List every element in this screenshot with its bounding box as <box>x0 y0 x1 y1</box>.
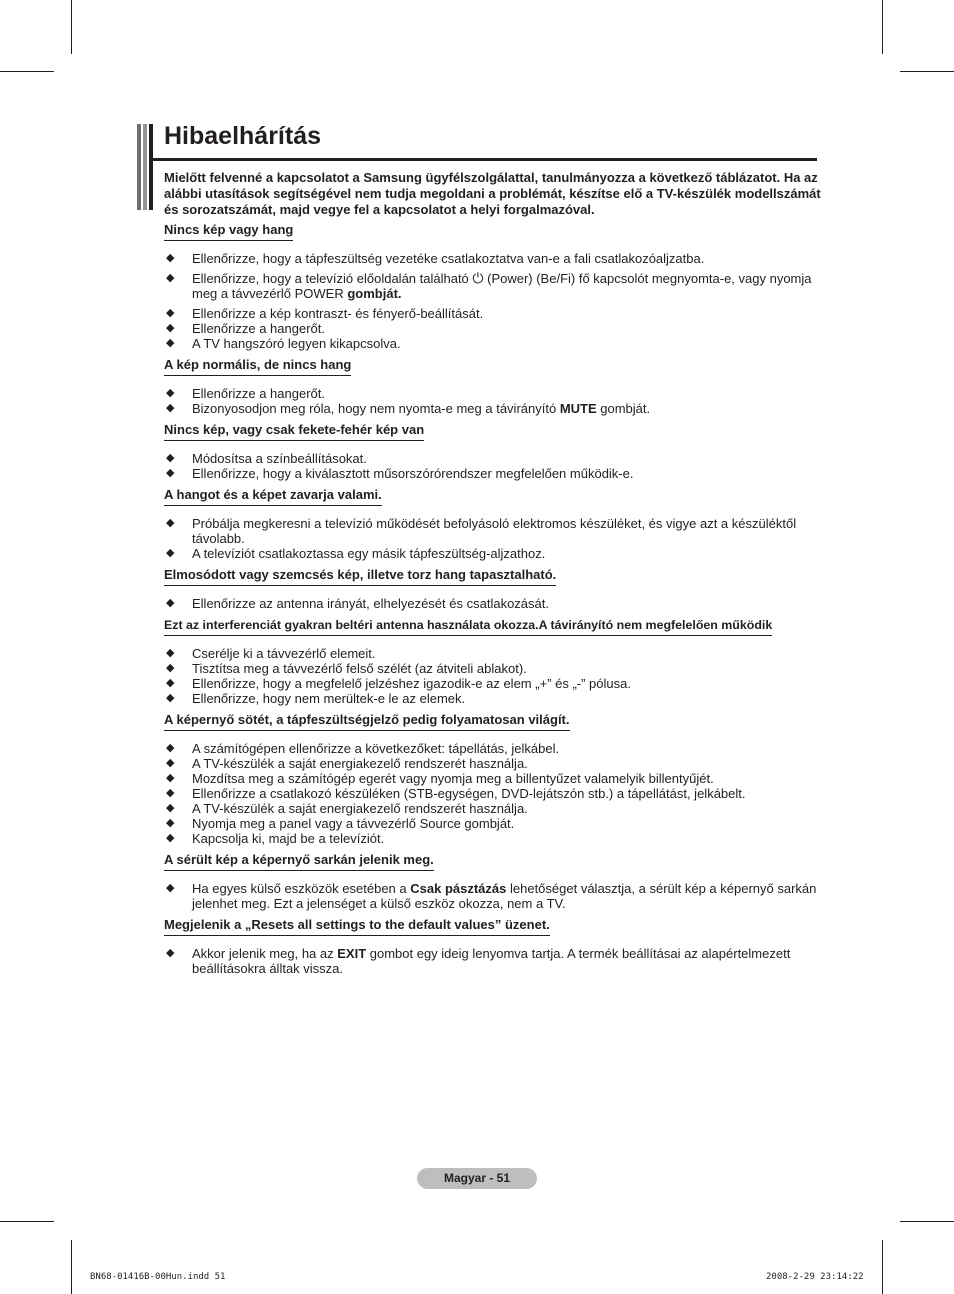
list-item-text: Ellenőrizze, hogy a tápfeszültség vezetéke csatlakoztatva van-e a fali csatlakozóaljzatba. <box>192 251 705 266</box>
bullet-list <box>164 596 824 611</box>
list-item <box>164 691 824 706</box>
section-heading: A kép normális, de nincs hang <box>164 357 351 376</box>
list-item <box>164 881 824 911</box>
title-rule <box>153 158 817 161</box>
diamond-bullet-icon: ◆ <box>166 742 175 754</box>
diamond-bullet-icon: ◆ <box>166 787 175 799</box>
list-item-emphasis: MUTE <box>559 401 597 416</box>
diamond-bullet-icon: ◆ <box>166 272 175 284</box>
list-item <box>164 816 824 831</box>
list-item-text: Próbálja megkeresni a televízió működését befolyásoló elektromos készüléket, és vigye azt a készüléktől távolabb. <box>192 516 797 546</box>
diamond-bullet-icon: ◆ <box>166 452 175 464</box>
list-item-text: A TV-készülék a saját energiakezelő rendszerét használja. <box>192 801 528 816</box>
troubleshooting-section <box>164 422 824 481</box>
list-item <box>164 831 824 846</box>
section-heading: A sérült kép a képernyő sarkán jelenik meg. <box>164 852 434 871</box>
list-item <box>164 451 824 466</box>
crop-mark <box>0 1221 54 1222</box>
list-item-emphasis: gombját. <box>343 286 402 301</box>
list-item <box>164 336 824 351</box>
list-item-text: Bizonyosodjon meg róla, hogy nem nyomta-e meg a távirányító <box>192 401 560 416</box>
list-item-text: POWER <box>294 286 344 301</box>
diamond-bullet-icon: ◆ <box>166 597 175 609</box>
section-heading: A képernyő sötét, a tápfeszültségjelző pedig folyamatosan világít. <box>164 712 570 731</box>
diamond-bullet-icon: ◆ <box>166 677 175 689</box>
list-item-text: Cserélje ki a távvezérlő elemeit. <box>192 646 376 661</box>
diamond-bullet-icon: ◆ <box>166 402 175 414</box>
list-item-text: gombot egy ideig lenyomva tartja. A termék beállításai az alapértelmezett beállításokra álltak vissza. <box>192 946 791 976</box>
list-item-text: Ellenőrizze a hangerőt. <box>192 321 325 336</box>
crop-mark <box>71 1240 72 1294</box>
list-item-emphasis: EXIT <box>337 946 367 961</box>
list-item-text: A televíziót csatlakoztassa egy másik tápfeszültség-aljzathoz. <box>192 546 546 561</box>
list-item-text: Ellenőrizze a kép kontraszt- és fényerő-beállítását. <box>192 306 484 321</box>
list-item <box>164 771 824 786</box>
troubleshooting-section <box>164 617 824 706</box>
list-item <box>164 516 824 546</box>
crop-mark <box>882 1240 883 1294</box>
diamond-bullet-icon: ◆ <box>166 692 175 704</box>
diamond-bullet-icon: ◆ <box>166 662 175 674</box>
title-decoration-bars <box>137 124 153 210</box>
list-item <box>164 801 824 816</box>
list-item-text: Nyomja meg a panel vagy a távvezérlő Source gombját. <box>192 816 515 831</box>
page-number-badge: Magyar - 51 <box>417 1168 537 1189</box>
section-heading: Megjelenik a „Resets all settings to the default values” üzenet. <box>164 917 550 936</box>
list-item-text: Ellenőrizze az antenna irányát, elhelyezését és csatlakozását. <box>192 596 549 611</box>
list-item-text: lehetőséget választja, a sérült kép a képernyő sarkán jelenhet meg. Ezt a jelenséget a külső eszköz okozza, nem a TV. <box>192 881 817 911</box>
list-item <box>164 661 824 676</box>
list-item <box>164 386 824 401</box>
bullet-list <box>164 646 824 706</box>
diamond-bullet-icon: ◆ <box>166 307 175 319</box>
crop-mark <box>900 71 954 72</box>
list-item <box>164 251 824 266</box>
list-item-emphasis: Csak pásztázás <box>410 881 507 896</box>
troubleshooting-content <box>164 222 824 982</box>
diamond-bullet-icon: ◆ <box>166 252 175 264</box>
list-item-text: Ellenőrizze a hangerőt. <box>192 386 325 401</box>
list-item <box>164 596 824 611</box>
footer-date-info: 2008-2-29 23:14:22 <box>766 1272 864 1282</box>
troubleshooting-section <box>164 222 824 351</box>
list-item <box>164 756 824 771</box>
bullet-list <box>164 881 824 911</box>
list-item-text: Ellenőrizze, hogy a televízió előoldalán található <box>192 271 473 286</box>
list-item <box>164 946 824 976</box>
crop-mark <box>71 0 72 54</box>
list-item-text: Tisztítsa meg a távvezérlő felső szélét (az átviteli ablakot). <box>192 661 527 676</box>
bullet-list <box>164 741 824 846</box>
list-item <box>164 306 824 321</box>
troubleshooting-section <box>164 567 824 611</box>
list-item <box>164 321 824 336</box>
diamond-bullet-icon: ◆ <box>166 802 175 814</box>
power-icon: ⏻ <box>472 270 484 286</box>
troubleshooting-section <box>164 852 824 911</box>
bullet-list <box>164 251 824 351</box>
diamond-bullet-icon: ◆ <box>166 832 175 844</box>
list-item-text: A TV hangszóró legyen kikapcsolva. <box>192 336 401 351</box>
list-item-text: Ha egyes külső eszközök esetében a <box>192 881 411 896</box>
troubleshooting-section <box>164 487 824 561</box>
section-heading: Nincs kép vagy hang <box>164 222 293 241</box>
list-item-text: Kapcsolja ki, majd be a televíziót. <box>192 831 385 846</box>
list-item <box>164 546 824 561</box>
list-item <box>164 466 824 481</box>
list-item-text: A TV-készülék a saját energiakezelő rendszerét használja. <box>192 756 528 771</box>
list-item <box>164 401 824 416</box>
list-item-text: A számítógépen ellenőrizze a következőket: tápellátás, jelkábel. <box>192 741 560 756</box>
bullet-list <box>164 516 824 561</box>
list-item-text: Akkor jelenik meg, ha az <box>192 946 338 961</box>
bullet-list <box>164 451 824 481</box>
diamond-bullet-icon: ◆ <box>166 817 175 829</box>
troubleshooting-section <box>164 917 824 976</box>
list-item-text: Ellenőrizze, hogy nem merültek-e le az elemek. <box>192 691 466 706</box>
list-item <box>164 646 824 661</box>
list-item-emphasis: (Power) (Be/Fi) fő kapcsolót megnyomta-e, vagy nyomja meg a távvezérlő <box>192 271 812 301</box>
diamond-bullet-icon: ◆ <box>166 322 175 334</box>
bullet-list <box>164 386 824 416</box>
section-heading: Elmosódott vagy szemcsés kép, illetve torz hang tapasztalható. <box>164 567 556 586</box>
list-item-text: Módosítsa a színbeállításokat. <box>192 451 367 466</box>
bullet-list <box>164 946 824 976</box>
list-item <box>164 786 824 801</box>
list-item <box>164 741 824 756</box>
list-item <box>164 676 824 691</box>
list-item <box>164 271 824 301</box>
crop-mark <box>882 0 883 54</box>
troubleshooting-section <box>164 357 824 416</box>
section-heading: A hangot és a képet zavarja valami. <box>164 487 382 506</box>
section-heading: Nincs kép, vagy csak fekete-fehér kép van <box>164 422 424 441</box>
section-heading: Ezt az interferenciát gyakran beltéri antenna használata okozza.A távirányító nem megfelelően működik <box>164 617 772 636</box>
crop-mark <box>0 71 54 72</box>
diamond-bullet-icon: ◆ <box>166 757 175 769</box>
footer-file-info: BN68-01416B-00Hun.indd 51 <box>90 1272 226 1282</box>
crop-mark <box>900 1221 954 1222</box>
diamond-bullet-icon: ◆ <box>166 517 175 529</box>
diamond-bullet-icon: ◆ <box>166 337 175 349</box>
diamond-bullet-icon: ◆ <box>166 772 175 784</box>
diamond-bullet-icon: ◆ <box>166 387 175 399</box>
intro-paragraph: Mielőtt felvenné a kapcsolatot a Samsung ügyfélszolgálattal, tanulmányozza a következő táblázatot. Ha az alábbi utasítások segítségével nem tudja megoldani a problémát, készítse elő a TV-készülék modellszámát és sorozatszámát, majd vegye fel a kapcsolatot a helyi forgalmazóval. <box>164 170 821 217</box>
page-title: Hibaelhárítás <box>164 122 322 150</box>
troubleshooting-section <box>164 712 824 846</box>
list-item-text: gombját. <box>596 401 651 416</box>
list-item-text: Mozdítsa meg a számítógép egerét vagy nyomja meg a billentyűzet valamelyik billentyűjét. <box>192 771 714 786</box>
diamond-bullet-icon: ◆ <box>166 547 175 559</box>
diamond-bullet-icon: ◆ <box>166 467 175 479</box>
list-item-text: Ellenőrizze, hogy a megfelelő jelzéshez igazodik-e az elem „+” és „-” pólusa. <box>192 676 631 691</box>
list-item-text: Ellenőrizze, hogy a kiválasztott műsorszórórendszer megfelelően működik-e. <box>192 466 634 481</box>
list-item-text: Ellenőrizze a csatlakozó készüléken (STB-egységen, DVD-lejátszón stb.) a tápellátást, jelkábelt. <box>192 786 746 801</box>
diamond-bullet-icon: ◆ <box>166 882 175 894</box>
diamond-bullet-icon: ◆ <box>166 947 175 959</box>
diamond-bullet-icon: ◆ <box>166 647 175 659</box>
